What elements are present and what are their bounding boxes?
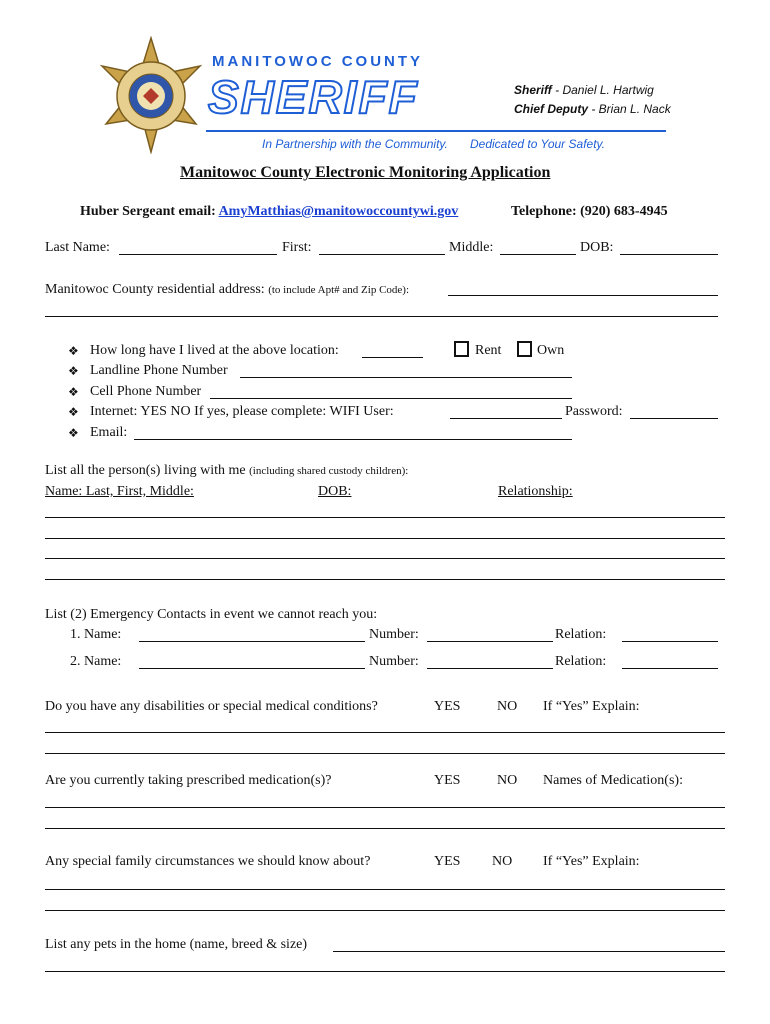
disabilities-yes[interactable]: YES [434,699,461,714]
persons-row-line[interactable] [45,517,725,518]
rent-checkbox[interactable] [454,341,469,357]
email-field[interactable] [134,439,572,440]
ec1-number-label: Number: [369,627,419,642]
last-name-field[interactable] [119,254,277,255]
password-label: Password: [565,404,623,419]
telephone: Telephone: (920) 683-4945 [511,204,668,219]
disabilities-no[interactable]: NO [497,699,518,714]
password-field[interactable] [630,418,718,419]
bullet-icon: ❖ [68,344,79,358]
ec1-number-field[interactable] [427,641,553,642]
own-label: Own [537,343,565,358]
ec1-name-field[interactable] [139,641,365,642]
dob-label: DOB: [580,240,614,255]
medication-question: Are you currently taking prescribed medication(s)? [45,773,332,788]
family-explain-label: If “Yes” Explain: [543,854,640,869]
medication-line[interactable] [45,807,725,808]
persons-row-line[interactable] [45,538,725,539]
first-name-field[interactable] [319,254,445,255]
org-name-top: MANITOWOC COUNTY [212,53,424,70]
form-title: Manitowoc County Electronic Monitoring Application [180,164,551,181]
deputy-role: Chief Deputy [514,102,589,116]
disabilities-line[interactable] [45,753,725,754]
huber-email-link[interactable]: AmyMatthias@manitowoccountywi.gov [218,204,459,219]
address-label: Manitowoc County residential address: [45,282,269,297]
medication-yes[interactable]: YES [434,773,461,788]
how-long-field[interactable] [362,357,423,358]
persons-row-line[interactable] [45,579,725,580]
persons-label: List all the person(s) living with me [45,463,250,478]
internet-label: Internet: YES NO If yes, please complete: WIFI User: [90,404,394,419]
middle-name-label: Middle: [449,240,494,255]
dob-field[interactable] [620,254,718,255]
ec2-name-label: 2. Name: [70,654,122,669]
ec2-relation-field[interactable] [622,668,718,669]
disabilities-explain-label: If “Yes” Explain: [543,699,640,714]
huber-line [80,204,458,220]
rent-label: Rent [475,343,502,358]
tagline-partnership: In Partnership with the Community. [262,137,448,151]
ec2-name-field[interactable] [139,668,365,669]
persons-note: (including shared custody children): [249,465,409,477]
middle-name-field[interactable] [500,254,576,255]
huber-label: Huber Sergeant email: [80,204,219,219]
family-no[interactable]: NO [492,854,513,869]
sheriff-line [514,82,654,98]
deputy-line [514,101,671,117]
medication-line[interactable] [45,828,725,829]
bullet-icon: ❖ [68,385,79,399]
ec2-number-label: Number: [369,654,419,669]
ec2-relation-label: Relation: [555,654,607,669]
ec1-name-label: 1. Name: [70,627,122,642]
cell-label: Cell Phone Number [90,384,202,399]
tagline-safety: Dedicated to Your Safety. [470,137,605,151]
sheriff-name: - Daniel L. Hartwig [551,83,654,97]
pets-label: List any pets in the home (name, breed & size) [45,937,308,952]
cell-field[interactable] [210,398,572,399]
org-name-main: SHERIFF [208,71,419,123]
col-relationship-header: Relationship: [498,484,573,499]
address-line [45,282,409,298]
ec1-relation-label: Relation: [555,627,607,642]
persons-row-line[interactable] [45,558,725,559]
email-label: Email: [90,425,128,440]
last-name-label: Last Name: [45,240,110,255]
disabilities-line[interactable] [45,732,725,733]
medication-names-label: Names of Medication(s): [543,773,683,788]
address-field-1[interactable] [448,295,718,296]
address-note: (to include Apt# and Zip Code): [268,284,410,296]
col-name-header: Name: Last, First, Middle: [45,484,194,499]
sheriff-role: Sheriff [514,83,552,97]
deputy-name: - Brian L. Nack [588,102,671,116]
family-line[interactable] [45,889,725,890]
persons-line [45,463,408,479]
landline-label: Landline Phone Number [90,363,228,378]
pets-field[interactable] [333,951,725,952]
header-rule [206,130,666,132]
family-question: Any special family circumstances we should know about? [45,854,371,869]
family-line[interactable] [45,910,725,911]
col-dob-header: DOB: [318,484,352,499]
pets-line[interactable] [45,971,725,972]
ec1-relation-field[interactable] [622,641,718,642]
wifi-user-field[interactable] [450,418,562,419]
own-checkbox[interactable] [517,341,532,357]
medication-no[interactable]: NO [497,773,518,788]
address-field-2[interactable] [45,316,718,317]
family-yes[interactable]: YES [434,854,461,869]
emergency-label: List (2) Emergency Contacts in event we cannot reach you: [45,607,378,622]
ec2-number-field[interactable] [427,668,553,669]
landline-field[interactable] [240,377,572,378]
how-long-label: How long have I lived at the above location: [90,343,339,358]
bullet-icon: ❖ [68,364,79,378]
sheriff-badge-logo [96,36,206,154]
bullet-icon: ❖ [68,426,79,440]
disabilities-question: Do you have any disabilities or special medical conditions? [45,699,378,714]
bullet-icon: ❖ [68,405,79,419]
first-name-label: First: [282,240,312,255]
